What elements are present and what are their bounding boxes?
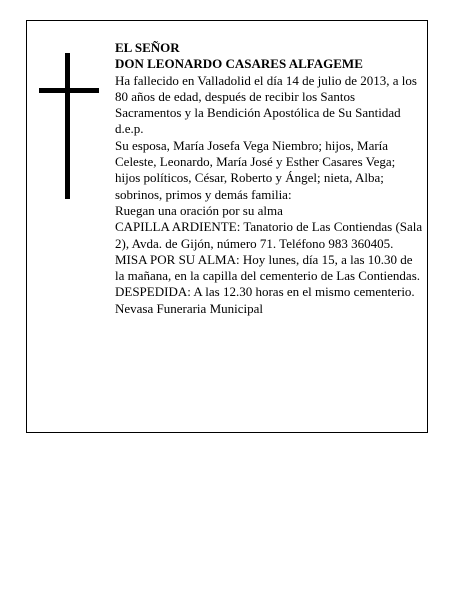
deceased-name: DON LEONARDO CASARES ALFAGEME (115, 56, 363, 72)
cross-vertical-bar (65, 53, 70, 199)
obituary-notice (26, 20, 428, 433)
funeral-chapel-info: CAPILLA ARDIENTE: Tanatorio de Las Contiendas (Sala 2), Avda. de Gijón, número 71. Teléfono 983 360405. (115, 219, 423, 251)
death-announcement: Ha fallecido en Valladolid el día 14 de julio de 2013, a los 80 años de edad, después de recibir los Santos Sacramentos y la Bendición Apostólica de Su Santidad d.e.p. (115, 72, 417, 137)
prayer-request: Ruegan una oración por su alma (115, 202, 283, 218)
notice-title: EL SEÑOR (115, 40, 180, 55)
cross-horizontal-bar (39, 88, 99, 93)
family-list: Su esposa, María Josefa Vega Niembro; hijos, María Celeste, Leonardo, María José y Esther Casares Vega; hijos políticos, César, Roberto y Ángel; nieta, Alba; sobrinos, primos y demás familia: (115, 137, 396, 202)
cross-icon (39, 53, 99, 199)
notice-text (115, 40, 423, 317)
funeral-home: Nevasa Funeraria Municipal (115, 300, 264, 316)
farewell-info: DESPEDIDA: A las 12.30 horas en el mismo cementerio. (115, 284, 415, 300)
mass-info: MISA POR SU ALMA: Hoy lunes, día 15, a las 10.30 de la mañana, en la capilla del cementerio de Las Contiendas. (115, 251, 421, 284)
